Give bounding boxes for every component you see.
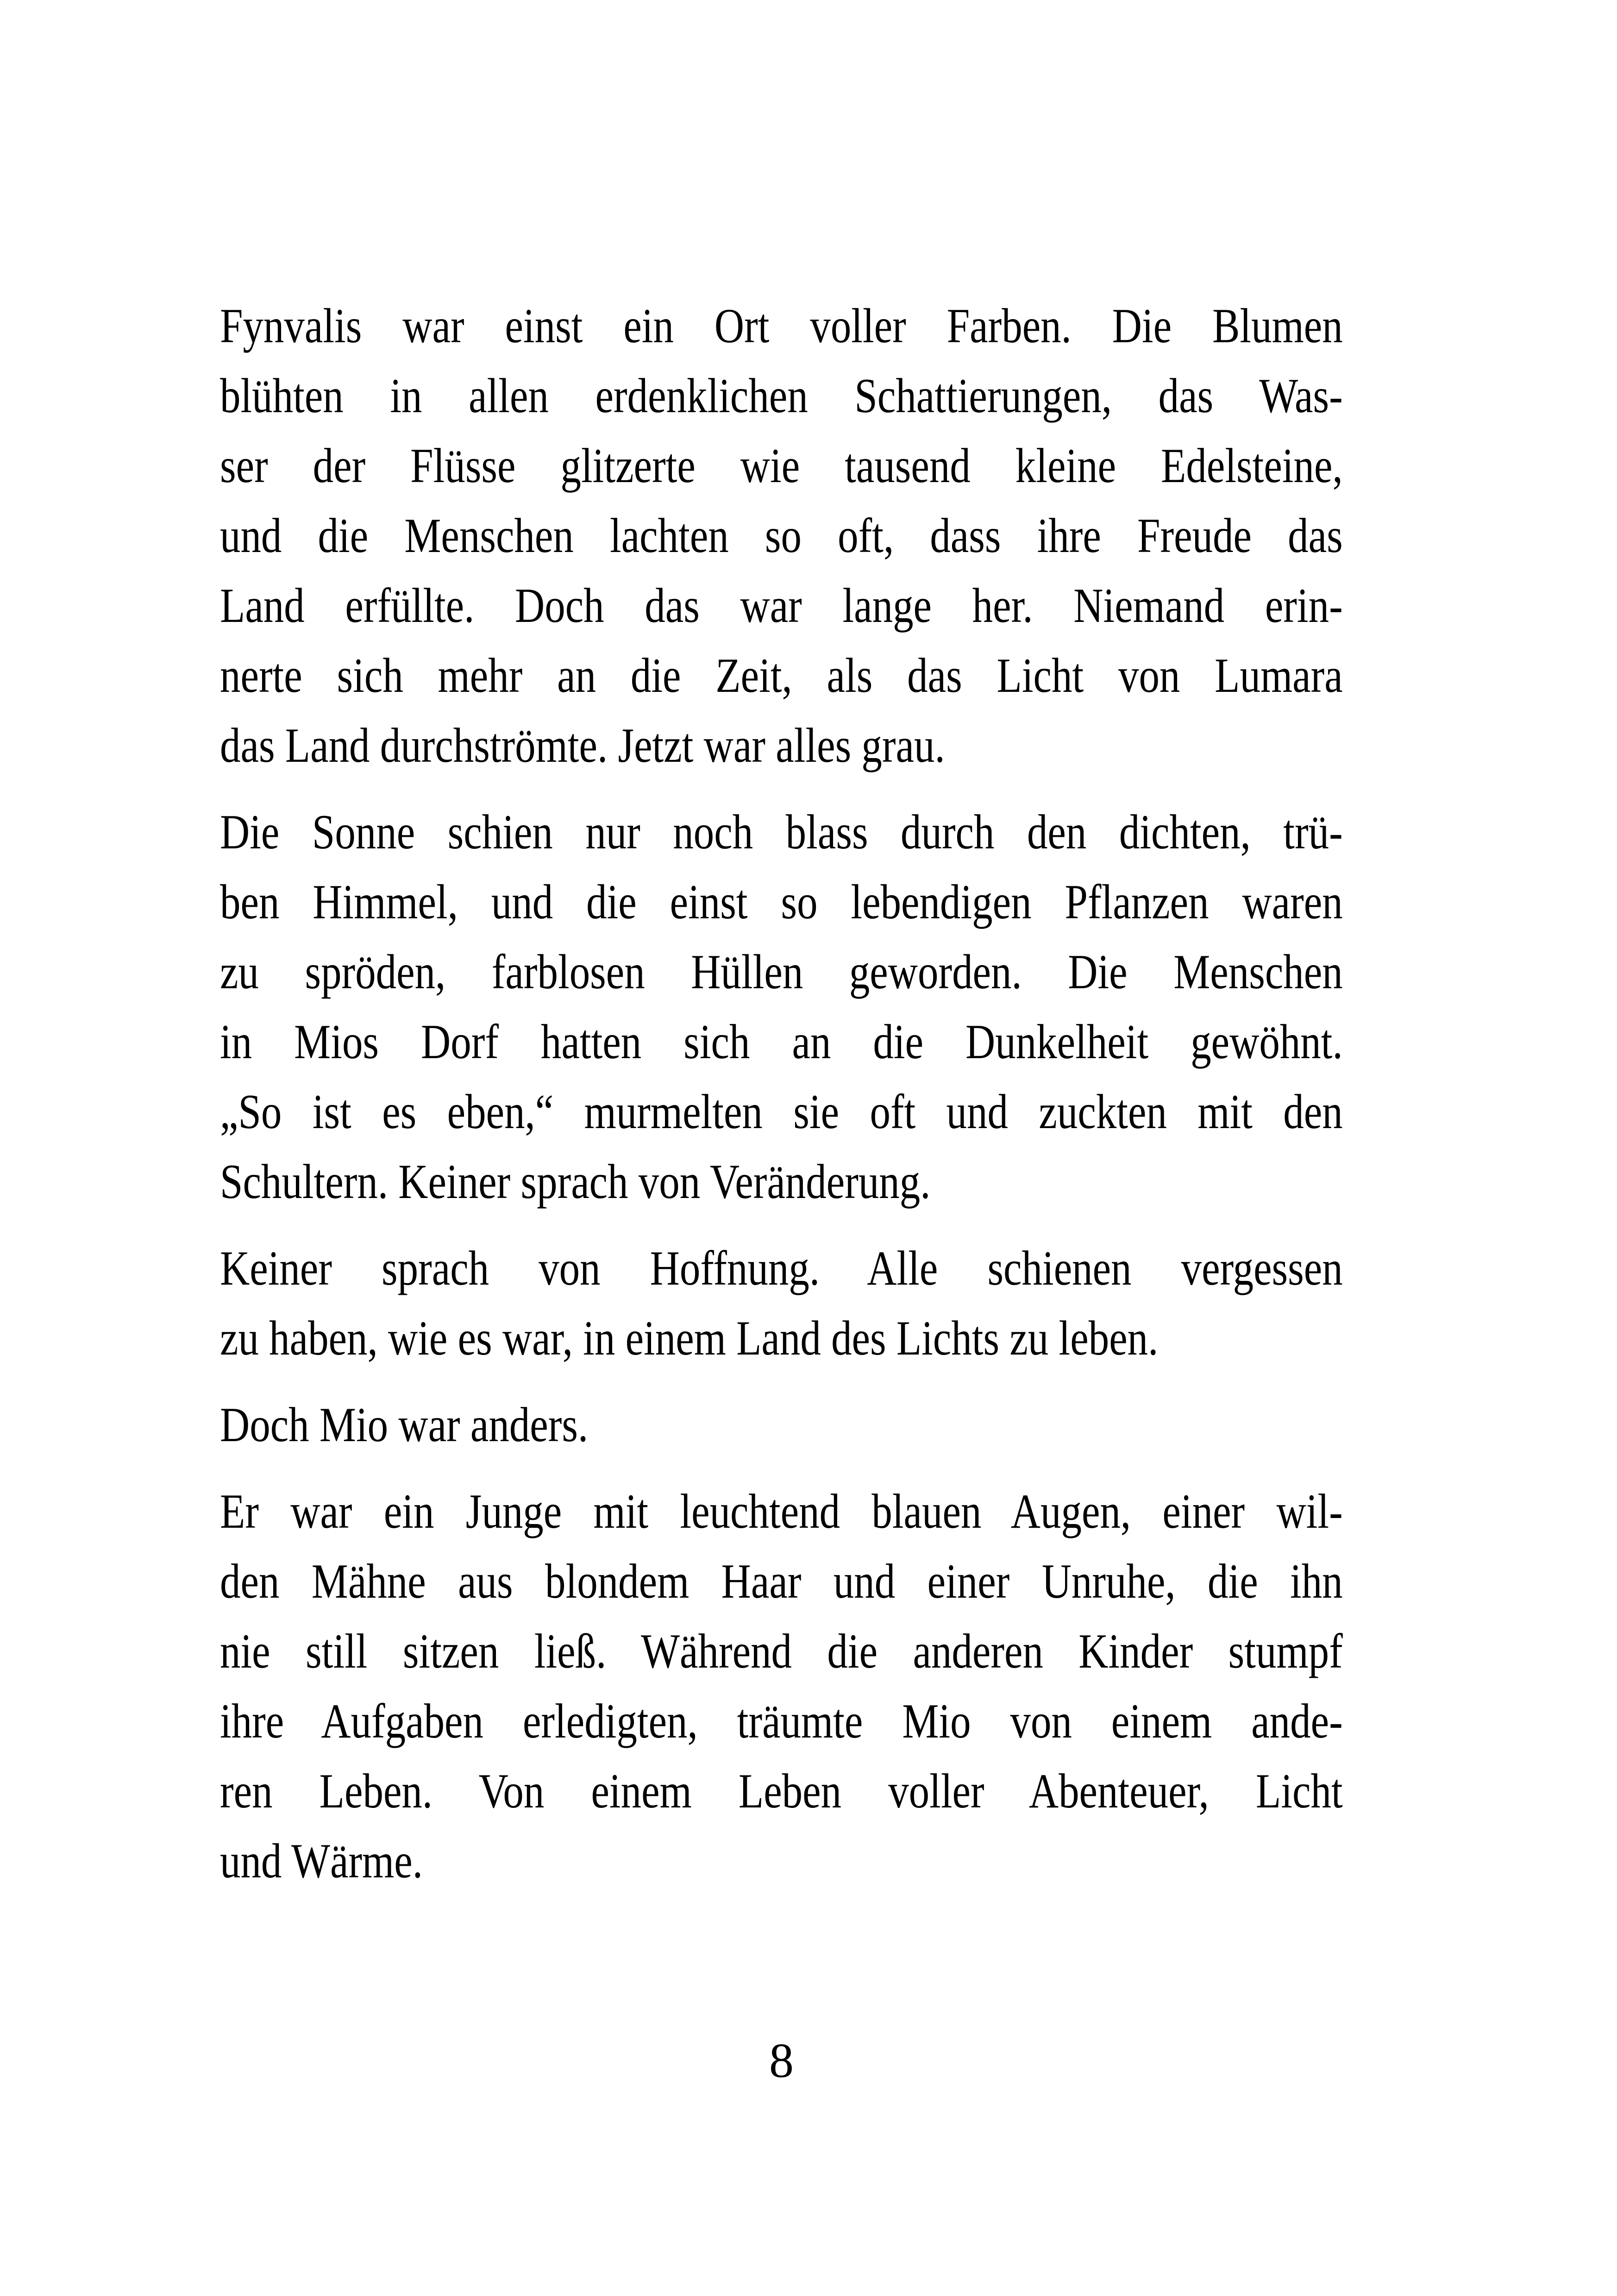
text-block [220,291,1343,1913]
text-line: in Mios Dorf hatten sich an die Dunkelheit gewöhnt. [220,1015,1343,1069]
text-line: Land erfüllte. Doch das war lange her. Niemand erin- [220,578,1343,633]
text-line: nerte sich mehr an die Zeit, als das Licht von Lumara [220,648,1343,703]
text-line: ihre Aufgaben erledigten, träumte Mio von einem ande- [220,1694,1343,1748]
text-line: Schultern. Keiner sprach von Veränderung. [220,1154,931,1209]
text-line: „So ist es eben,“ murmelten sie oft und zuckten mit den [220,1085,1343,1139]
text-line: zu spröden, farblosen Hüllen geworden. Die Menschen [220,945,1343,999]
text-line: das Land durchströmte. Jetzt war alles grau. [220,718,945,772]
page-number: 8 [769,2033,794,2088]
paragraph [220,1390,1343,1460]
text-line: den Mähne aus blondem Haar und einer Unruhe, die ihn [220,1554,1343,1608]
text-line: ben Himmel, und die einst so lebendigen Pflanzen waren [220,875,1343,929]
text-line: Keiner sprach von Hoffnung. Alle schienen vergessen [220,1241,1343,1295]
text-line: Doch Mio war anders. [220,1398,589,1452]
text-line: ren Leben. Von einem Leben voller Abenteuer, Licht [220,1764,1343,1818]
text-line: nie still sitzen ließ. Während die anderen Kinder stumpf [220,1624,1343,1678]
text-line: Die Sonne schien nur noch blass durch den dichten, trü- [220,805,1343,859]
paragraph [220,797,1343,1217]
text-line: Er war ein Junge mit leuchtend blauen Augen, einer wil- [220,1484,1343,1538]
text-line: ser der Flüsse glitzerte wie tausend kleine Edelsteine, [220,439,1343,493]
text-line: und Wärme. [220,1834,423,1888]
text-line: und die Menschen lachten so oft, dass ihre Freude das [220,508,1343,563]
paragraph [220,1233,1343,1373]
paragraph [220,1476,1343,1896]
text-line: blühten in allen erdenklichen Schattierungen, das Was- [220,369,1343,423]
text-line: zu haben, wie es war, in einem Land des Lichts zu leben. [220,1311,1159,1365]
paragraph [220,291,1343,780]
text-line: Fynvalis war einst ein Ort voller Farben. Die Blumen [220,299,1343,353]
